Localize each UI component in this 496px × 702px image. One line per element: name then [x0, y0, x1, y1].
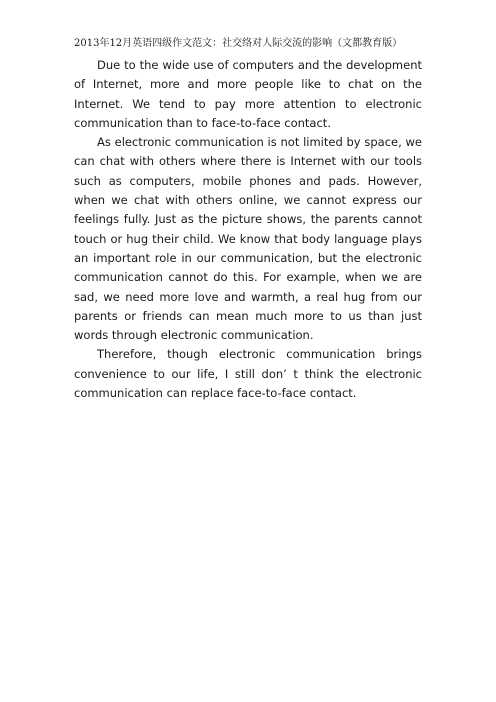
essay-paragraph-3: Therefore, though electronic communication brings convenience to our life, I still don’ t think the electronic communication can replace face-to-face contact.	[74, 347, 422, 401]
document-title: 2013年12月英语四级作文范文：社交络对人际交流的影响（文都教育版）	[74, 38, 403, 49]
essay-body	[74, 56, 422, 403]
essay-paragraph-2: As electronic communication is not limited by space, we can chat with others where there is Internet with our tools such as computers, mobile phones and pads. However, when we chat with others online, we cannot express our feelings fully. Just as the picture shows, the parents cannot touch or hug their child. We know that body language plays an important role in our communication, but the electronic communication cannot do this. For example, when we are sad, we need more love and warmth, a real hug from our parents or friends can mean much more to us than just words through electronic communication.	[74, 135, 422, 343]
essay-paragraph-1: Due to the wide use of computers and the development of Internet, more and more people like to chat on the Internet. We tend to pay more attention to electronic communication than to face-to-face contact.	[74, 58, 422, 130]
